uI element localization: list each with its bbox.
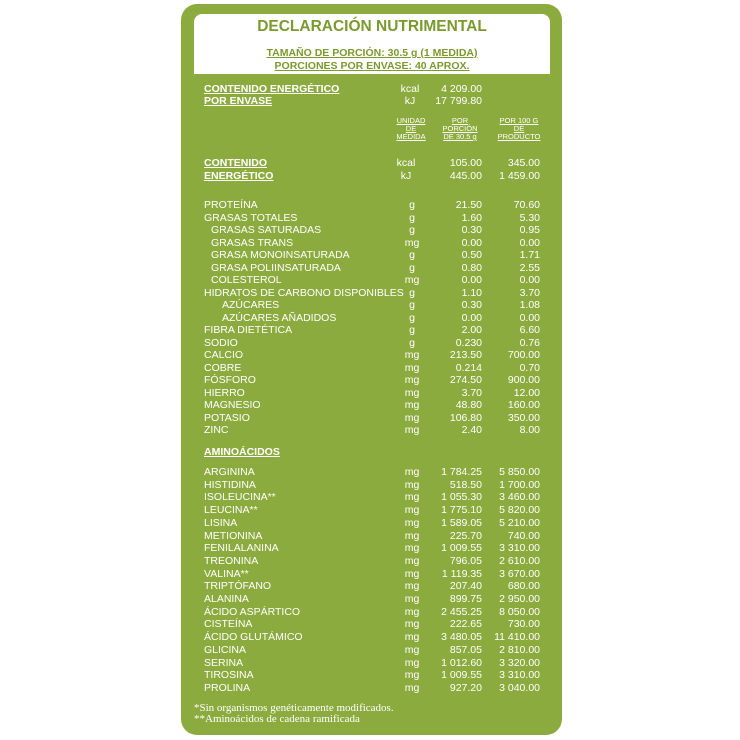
energy-total-label-2: POR ENVASE — [204, 95, 273, 107]
nutrient-per100: 6.60 — [519, 324, 540, 336]
nutrient-per100: 1.08 — [519, 299, 540, 311]
amino-unit: mg — [404, 618, 420, 631]
amino-name: ARGININA — [204, 466, 255, 478]
amino-name: SERINA — [204, 656, 244, 669]
amino-section-title: AMINOÁCIDOS — [204, 446, 280, 458]
amino-portion: 518.50 — [449, 478, 482, 491]
amino-name: TREONINA — [204, 554, 259, 567]
nutrient-name: GRASAS TOTALES — [204, 211, 298, 224]
amino-unit: mg — [404, 466, 420, 478]
nutrient-portion: 2.40 — [461, 424, 482, 436]
footnote-bcaa: **Aminoácidos de cadena ramificada — [194, 713, 360, 725]
nutrient-portion: 21.50 — [455, 199, 482, 211]
nutrient-name: MAGNESIO — [204, 399, 261, 411]
nutrient-name: GRASA POLIINSATURADA — [211, 261, 341, 274]
nutrient-per100: 0.95 — [519, 224, 540, 236]
nutrient-name: COLESTEROL — [211, 274, 282, 286]
amino-name: PROLINA — [204, 681, 251, 694]
amino-name: METIONINA — [204, 529, 263, 542]
amino-name: CISTEÍNA — [204, 618, 253, 631]
amino-name: TIROSINA — [204, 669, 254, 682]
nutrient-portion: 0.00 — [461, 236, 482, 249]
nutrient-portion: 48.80 — [455, 399, 482, 411]
nutrient-portion: 0.00 — [461, 274, 482, 286]
nutrient-name: PROTEÍNA — [204, 199, 258, 211]
amino-per100: 2 810.00 — [499, 643, 540, 656]
energy-unit-2: kJ — [400, 170, 412, 182]
amino-unit: mg — [404, 656, 420, 669]
nutrient-portion: 0.214 — [455, 361, 482, 374]
nutrient-per100: 0.00 — [519, 236, 540, 249]
nutrient-per100: 160.00 — [507, 399, 540, 411]
amino-unit: mg — [404, 504, 420, 517]
nutrient-unit: g — [409, 324, 415, 336]
energy-label-1: CONTENIDO — [204, 157, 267, 169]
nutrient-per100: 3.70 — [519, 286, 540, 299]
amino-unit: mg — [404, 605, 420, 618]
nutrient-name: POTASIO — [204, 411, 250, 424]
nutrient-name: FÓSFORO — [204, 374, 256, 386]
amino-per100: 3 310.00 — [499, 669, 540, 682]
nutrient-name: AZÚCARES — [222, 299, 280, 311]
nutrient-per100: 0.76 — [519, 336, 540, 349]
amino-portion: 796.05 — [449, 554, 482, 567]
nutrient-per100: 12.00 — [513, 386, 540, 399]
amino-portion: 1 784.25 — [441, 466, 482, 478]
amino-portion: 1 119.35 — [441, 567, 482, 580]
amino-per100: 3 310.00 — [499, 542, 540, 555]
amino-name: TRIPTÓFANO — [204, 580, 272, 593]
nutrient-unit: mg — [404, 386, 420, 399]
amino-portion: 899.75 — [449, 593, 482, 605]
nutrient-portion: 0.00 — [461, 311, 482, 324]
amino-portion: 1 012.60 — [441, 656, 482, 669]
nutrient-portion: 106.80 — [449, 411, 482, 424]
nutrient-name: CALCIO — [204, 349, 244, 361]
nutrient-portion: 2.00 — [461, 324, 482, 336]
nutrient-unit: mg — [404, 274, 420, 286]
amino-portion: 1 009.55 — [441, 542, 482, 555]
amino-portion: 1 009.55 — [441, 669, 482, 682]
amino-portion: 1 775.10 — [441, 504, 482, 517]
amino-name: ISOLEUCINA** — [204, 491, 276, 504]
nutrient-portion: 0.80 — [461, 261, 482, 274]
nutrient-name: SODIO — [204, 336, 238, 349]
amino-unit: mg — [404, 542, 420, 555]
nutrient-unit: g — [409, 224, 415, 236]
nutrient-portion: 213.50 — [449, 349, 482, 361]
nutrient-unit: g — [409, 211, 415, 224]
nutrient-portion: 0.50 — [461, 249, 482, 261]
amino-unit: mg — [404, 669, 420, 682]
energy-total-value-1: 4 209.00 — [441, 83, 482, 95]
amino-unit: mg — [404, 491, 420, 504]
nutrient-unit: mg — [404, 424, 420, 436]
nutrient-name: HIERRO — [204, 386, 245, 399]
column-header-unit: UNIDAD DE MEDIDA — [396, 116, 426, 141]
amino-portion: 207.40 — [449, 580, 482, 593]
nutrient-portion: 1.10 — [461, 286, 482, 299]
nutrient-per100: 350.00 — [507, 411, 540, 424]
amino-unit: mg — [404, 681, 420, 694]
nutrient-per100: 0.70 — [519, 361, 540, 374]
amino-name: ÁCIDO ASPÁRTICO — [204, 605, 301, 618]
amino-per100: 3 040.00 — [499, 681, 540, 694]
amino-name: VALINA** — [204, 567, 249, 580]
nutrient-portion: 0.230 — [455, 336, 482, 349]
nutrient-per100: 1.71 — [519, 249, 540, 261]
amino-portion: 1 589.05 — [441, 516, 482, 529]
serving-size: TAMAÑO DE PORCIÓN: 30.5 g (1 MEDIDA) — [266, 47, 478, 59]
amino-unit: mg — [404, 643, 420, 656]
energy-total-unit-2: kJ — [404, 95, 416, 107]
amino-per100: 11 410.00 — [494, 631, 540, 644]
nutrient-unit: g — [409, 299, 415, 311]
footnote-gmo: *Sin organismos genéticamente modificados. — [194, 702, 394, 714]
nutrient-per100: 700.00 — [507, 349, 540, 361]
amino-per100: 680.00 — [507, 580, 540, 593]
amino-unit: mg — [404, 529, 420, 542]
energy-total-label-1: CONTENIDO ENERGÉTICO — [204, 83, 340, 95]
amino-per100: 5 210.00 — [499, 516, 540, 529]
nutrient-name: ZINC — [204, 424, 229, 436]
nutrient-portion: 3.70 — [461, 386, 482, 399]
amino-per100: 5 850.00 — [499, 466, 540, 478]
amino-per100: 3 460.00 — [499, 491, 540, 504]
amino-portion: 3 480.05 — [441, 631, 482, 644]
amino-per100: 740.00 — [507, 529, 540, 542]
amino-per100: 3 320.00 — [499, 656, 540, 669]
amino-name: GLICINA — [204, 643, 247, 656]
nutrient-unit: mg — [404, 374, 420, 386]
amino-portion: 927.20 — [449, 681, 482, 694]
energy-label-2: ENERGÉTICO — [204, 170, 274, 182]
column-header-per100: POR 100 G DE PRODUCTO — [497, 116, 541, 141]
nutrient-name: GRASAS TRANS — [211, 236, 294, 249]
nutrient-portion: 0.30 — [461, 299, 482, 311]
amino-portion: 857.05 — [449, 643, 482, 656]
amino-portion: 2 455.25 — [441, 605, 482, 618]
amino-portion: 1 055.30 — [441, 491, 482, 504]
servings-per-container: PORCIONES POR ENVASE: 40 APROX. — [274, 60, 470, 72]
nutrient-unit: mg — [404, 349, 420, 361]
energy-total-value-2: 17 799.80 — [435, 95, 482, 107]
nutrient-name: COBRE — [204, 361, 242, 374]
amino-unit: mg — [404, 580, 420, 593]
nutrient-unit: g — [409, 336, 415, 349]
nutrient-unit: g — [409, 261, 415, 274]
amino-name: ÁCIDO GLUTÁMICO — [204, 631, 303, 644]
nutrient-name: GRASAS SATURADAS — [211, 224, 322, 236]
nutrient-name: HIDRATOS DE CARBONO DISPONIBLES — [204, 286, 404, 299]
nutrient-portion: 274.50 — [449, 374, 482, 386]
amino-per100: 2 610.00 — [499, 554, 540, 567]
energy-total-unit-1: kcal — [400, 83, 420, 95]
amino-name: HISTIDINA — [204, 478, 256, 491]
column-header-portion: POR PORCIÓN DE 30.5 g — [442, 116, 478, 141]
energy-per100-2: 1 459.00 — [499, 170, 540, 182]
amino-name: LEUCINA** — [204, 504, 258, 517]
amino-unit: mg — [404, 554, 420, 567]
nutrient-name: AZÚCARES AÑADIDOS — [222, 311, 337, 324]
nutrition-header — [194, 14, 550, 74]
amino-per100: 5 820.00 — [499, 504, 540, 517]
nutrient-unit: mg — [404, 361, 420, 374]
amino-unit: mg — [404, 631, 420, 644]
nutrient-per100: 8.00 — [519, 424, 540, 436]
amino-per100: 8 050.00 — [499, 605, 540, 618]
energy-portion-2: 445.00 — [449, 170, 482, 182]
nutrient-unit: mg — [404, 411, 420, 424]
nutrition-title: DECLARACIÓN NUTRIMENTAL — [257, 18, 487, 35]
amino-unit: mg — [404, 567, 420, 580]
energy-per100-1: 345.00 — [507, 157, 540, 169]
nutrient-per100: 2.55 — [519, 261, 540, 274]
nutrient-name: GRASA MONOINSATURADA — [211, 249, 350, 261]
energy-unit-1: kcal — [396, 157, 416, 169]
nutrient-unit: g — [409, 286, 415, 299]
amino-unit: mg — [404, 478, 420, 491]
nutrient-per100: 0.00 — [519, 311, 540, 324]
amino-per100: 730.00 — [507, 618, 540, 631]
nutrient-unit: g — [409, 311, 415, 324]
amino-name: LISINA — [204, 516, 238, 529]
amino-portion: 225.70 — [449, 529, 482, 542]
nutrient-per100: 5.30 — [519, 211, 540, 224]
nutrient-unit: g — [409, 249, 415, 261]
nutrient-per100: 70.60 — [513, 199, 540, 211]
amino-name: FENILALANINA — [204, 542, 279, 555]
amino-portion: 222.65 — [449, 618, 482, 631]
amino-per100: 3 670.00 — [499, 567, 540, 580]
nutrient-unit: g — [409, 199, 415, 211]
amino-unit: mg — [404, 593, 420, 605]
amino-per100: 2 950.00 — [499, 593, 540, 605]
nutrient-portion: 0.30 — [461, 224, 482, 236]
energy-portion-1: 105.00 — [449, 157, 482, 169]
nutrient-portion: 1.60 — [461, 211, 482, 224]
amino-unit: mg — [404, 516, 420, 529]
nutrient-unit: mg — [404, 399, 420, 411]
amino-per100: 1 700.00 — [499, 478, 540, 491]
nutrient-per100: 0.00 — [519, 274, 540, 286]
nutrient-name: FIBRA DIETÉTICA — [204, 324, 293, 336]
nutrient-unit: mg — [404, 236, 420, 249]
amino-name: ALANINA — [204, 593, 249, 605]
nutrient-per100: 900.00 — [507, 374, 540, 386]
